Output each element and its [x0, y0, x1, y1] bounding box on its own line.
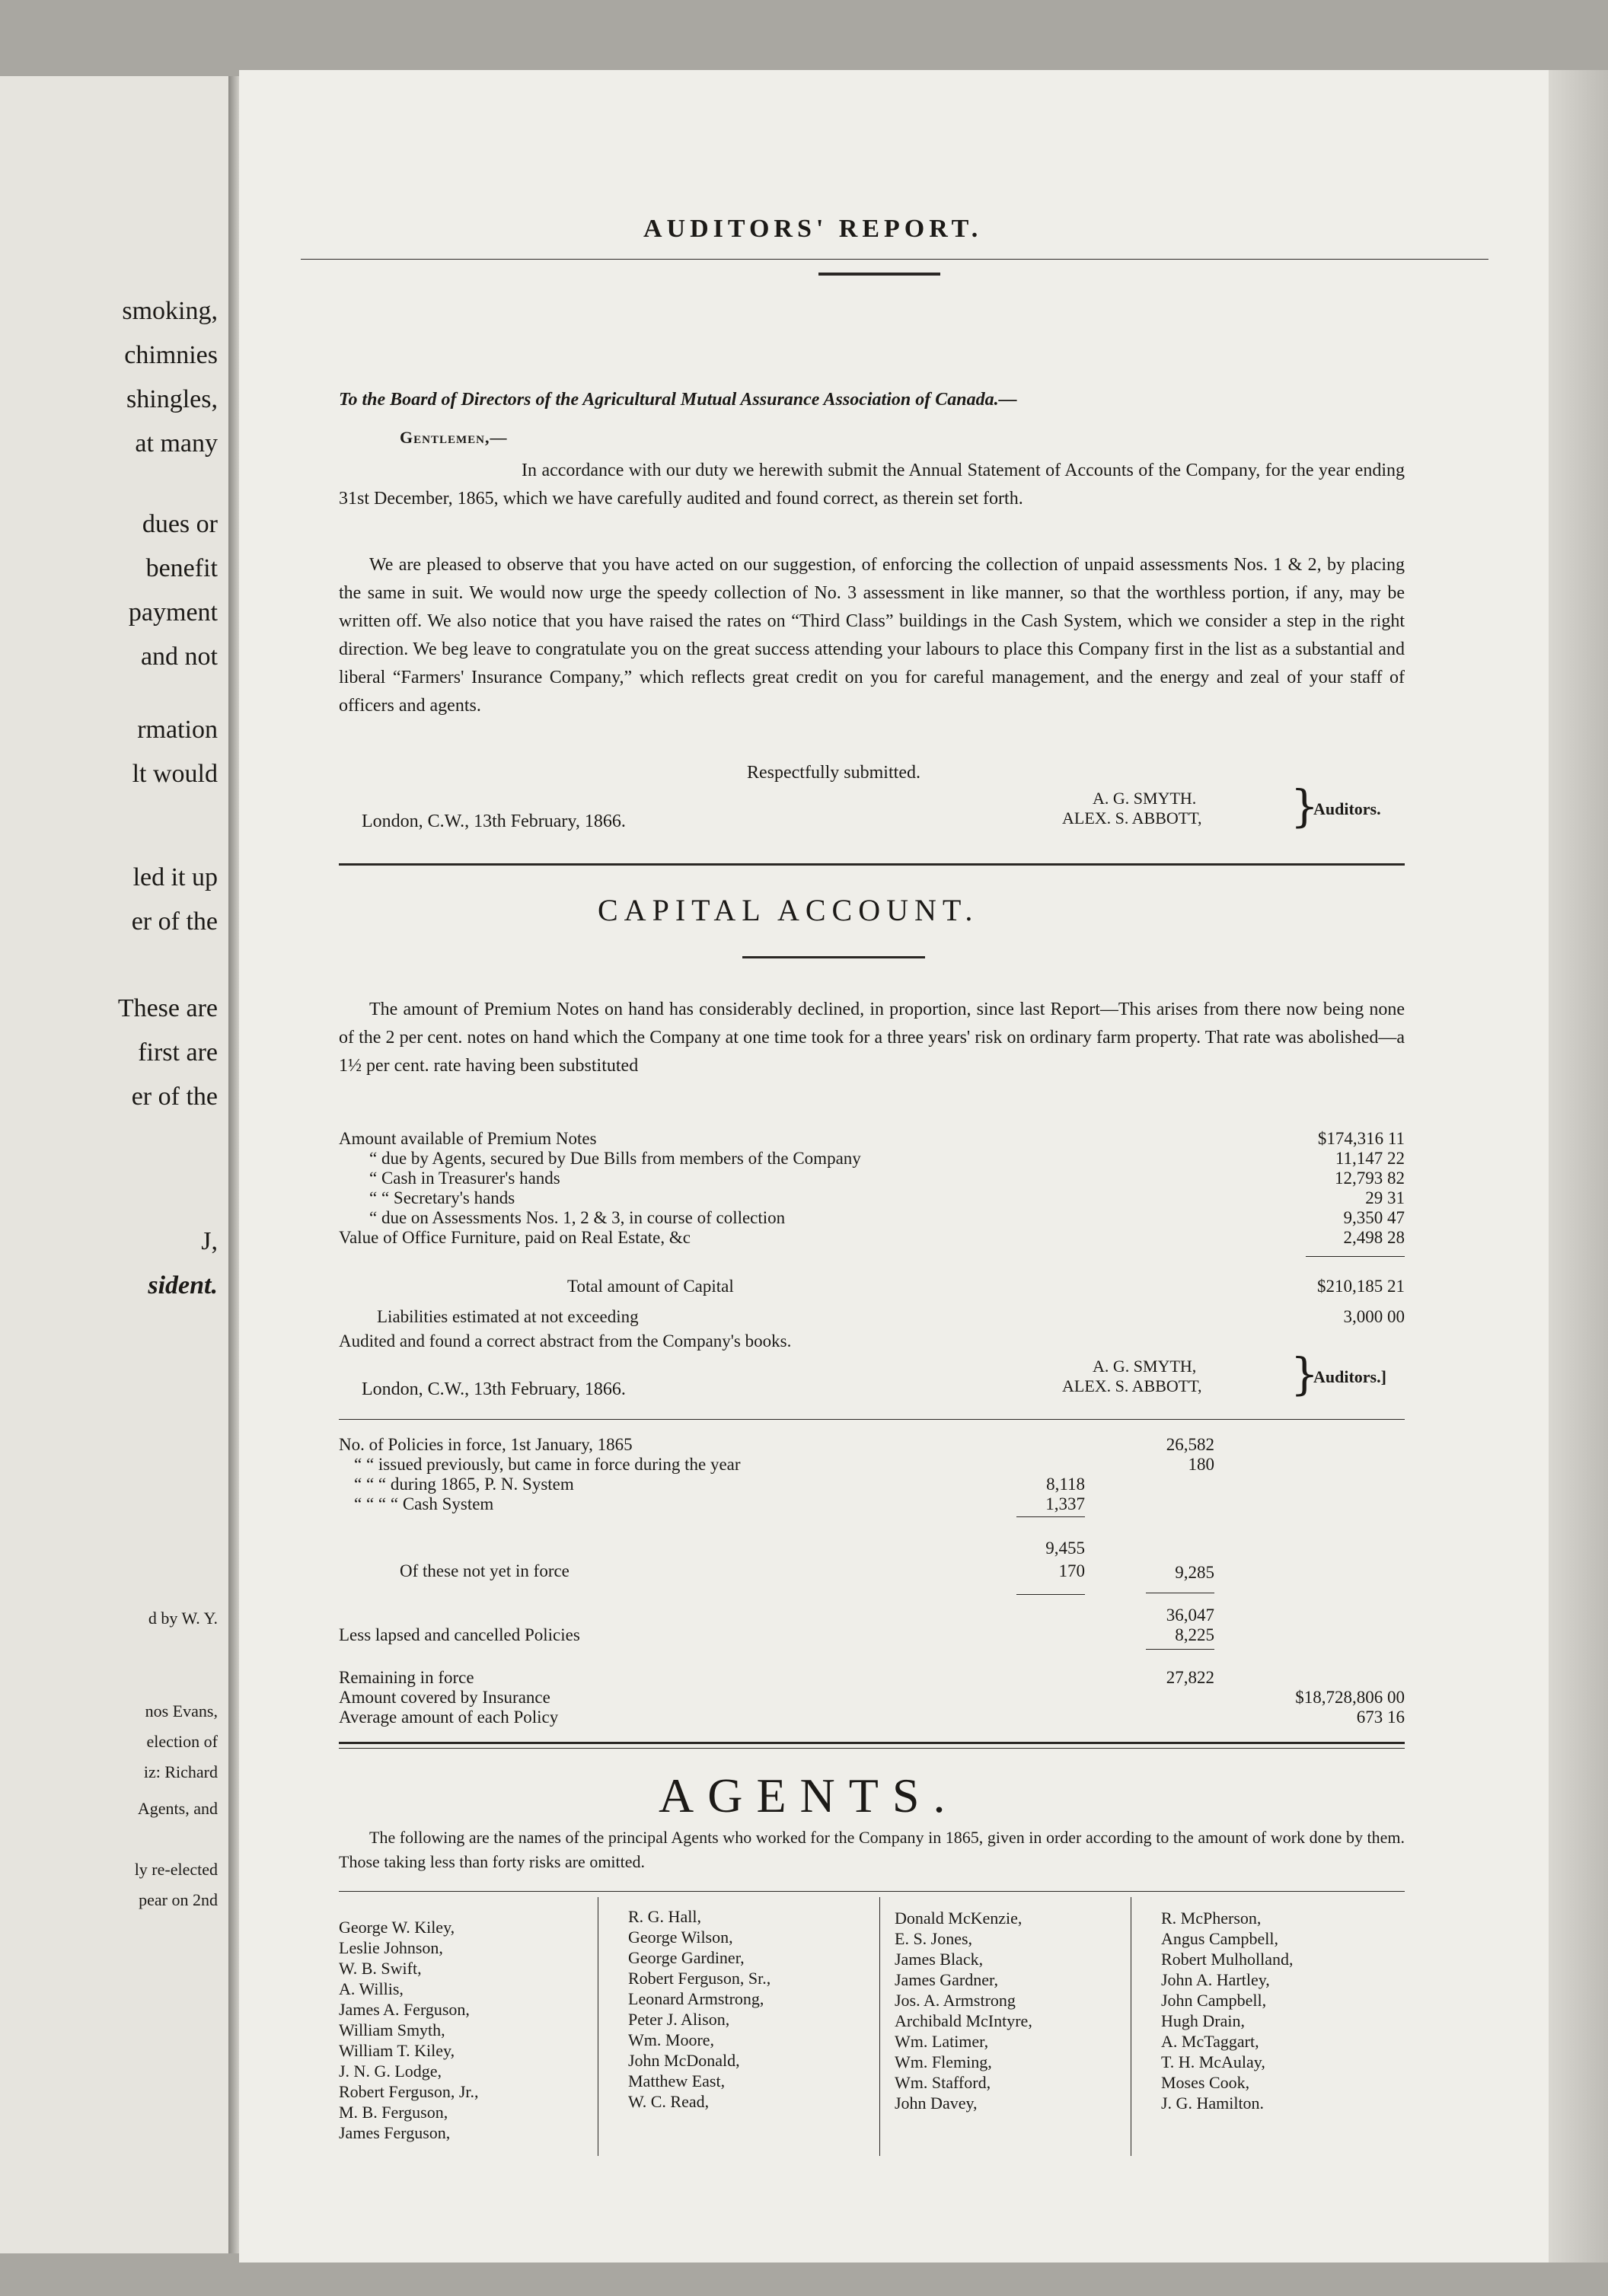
- agent-name: J. N. G. Lodge,: [339, 2062, 442, 2081]
- left-page: [0, 76, 228, 2253]
- agent-name: W. C. Read,: [628, 2092, 710, 2111]
- section-divider: [339, 1419, 1405, 1420]
- margin-line: chimnies: [124, 341, 218, 369]
- capital-total-label: Total amount of Capital: [567, 1277, 734, 1296]
- margin-line: led it up: [132, 863, 218, 891]
- covered-value: $18,728,806 00: [1295, 1688, 1405, 1707]
- policy-row-sub: 8,118: [1046, 1475, 1085, 1494]
- not-in-force-sub: 170: [1058, 1561, 1085, 1580]
- capital-item-value: 29 31: [1365, 1188, 1405, 1207]
- margin-line: er of the: [131, 907, 218, 936]
- margin-small-line: iz: Richard: [143, 1762, 218, 1781]
- margin-line: shingles,: [126, 385, 218, 413]
- report-salutation: Gentlemen,—: [400, 428, 508, 447]
- sum-rule: [1146, 1649, 1214, 1650]
- agent-name: J. G. Hamilton.: [1161, 2094, 1265, 2113]
- agents-top-rule: [339, 1891, 1405, 1892]
- policy-row-total: 26,582: [1166, 1435, 1214, 1454]
- capital-item-value: $174,316 11: [1317, 1129, 1405, 1148]
- agent-name: John McDonald,: [628, 2051, 740, 2070]
- agents-column-4: [1161, 1908, 1294, 2113]
- capital-item-value: 9,350 47: [1343, 1208, 1405, 1227]
- auditors-report-title: AUDITORS' REPORT.: [643, 215, 983, 243]
- agent-name: M. B. Ferguson,: [339, 2103, 448, 2122]
- agent-name: Wm. Latimer,: [895, 2032, 989, 2051]
- capital-item-label: “ due by Agents, secured by Due Bills from members of the Company: [369, 1149, 861, 1168]
- margin-line: er of the: [131, 1083, 218, 1111]
- agent-name: R. G. Hall,: [628, 1907, 701, 1926]
- report-address: To the Board of Directors of the Agricultural Mutual Assurance Association of Canada.—: [339, 390, 1017, 410]
- agent-name: James Black,: [895, 1950, 984, 1969]
- agent-name: John Davey,: [895, 2094, 978, 2113]
- report-paragraph-2: We are pleased to observe that you have acted on our suggestion, of enforcing the collection of unpaid assessments Nos. 1 & 2, by placing the same in suit. We would now urge the speedy collection of No. 3 assessment in like manner, so that the worthless portion, if any, may be written off. We also notice that you have raised the rates on “Third Class” buildings in the Cash System, which we consider a step in the right direction. We beg leave to congratulate you on the great success attending your labours to place this Company first in the list as a substantial and liberal “Farmers' Insurance Company,” which reflects great credit on you for careful management, and the energy and zeal of your staff of officers and agents.: [339, 555, 1405, 716]
- policy-subtotal: 9,455: [1045, 1539, 1085, 1558]
- remaining-label: Remaining in force: [339, 1668, 474, 1687]
- margin-line: at many: [135, 429, 218, 458]
- agent-name: A. Willis,: [339, 1979, 404, 1998]
- agent-name: Robert Ferguson, Sr.,: [628, 1969, 771, 1988]
- liabilities-value: 3,000 00: [1343, 1307, 1405, 1326]
- agent-name: John A. Hartley,: [1161, 1970, 1270, 1989]
- ornament-rule: [742, 956, 925, 958]
- agent-name: George W. Kiley,: [339, 1918, 455, 1937]
- report-place-date: London, C.W., 13th February, 1866.: [362, 812, 626, 831]
- agents-column-1: [339, 1917, 479, 2143]
- remaining-value: 27,822: [1166, 1668, 1214, 1687]
- capital-intro: The amount of Premium Notes on hand has considerably declined, in proportion, since last Report—This arises from there now being none of the 2 per cent. notes on hand which the Company at one time took for a three years' risk on ordinary farm property. That rate was abolished—a 1½ per cent. rate having been substituted: [339, 1000, 1405, 1076]
- covered-label: Amount covered by Insurance: [339, 1688, 550, 1707]
- agent-name: Leslie Johnson,: [339, 1938, 443, 1957]
- agent-name: Wm. Moore,: [628, 2030, 715, 2049]
- margin-small-line: election of: [146, 1732, 218, 1751]
- agent-name: Archibald McIntyre,: [895, 2011, 1032, 2030]
- auditor-name-1: A. G. SMYTH.: [1093, 789, 1197, 808]
- agent-name: Hugh Drain,: [1161, 2011, 1245, 2030]
- margin-line: first are: [138, 1038, 218, 1067]
- agent-name: Donald McKenzie,: [895, 1909, 1023, 1928]
- agent-name: Robert Ferguson, Jr.,: [339, 2082, 479, 2101]
- capital-place-date: London, C.W., 13th February, 1866.: [362, 1379, 626, 1399]
- agent-name: Robert Mulholland,: [1161, 1950, 1294, 1969]
- policy-row-label: No. of Policies in force, 1st January, 1865: [339, 1435, 633, 1454]
- report-closing: Respectfully submitted.: [747, 763, 920, 783]
- not-in-force-total: 9,285: [1175, 1563, 1214, 1582]
- margin-line: rmation: [137, 716, 218, 744]
- column-divider: [879, 1897, 880, 2156]
- sum-rule: [1016, 1516, 1085, 1517]
- agent-name: William Smyth,: [339, 2020, 445, 2039]
- auditor-name-1: A. G. SMYTH,: [1093, 1357, 1197, 1376]
- agent-name: William T. Kiley,: [339, 2041, 455, 2060]
- top-rule: [301, 259, 1488, 260]
- policy-row-label: “ “ issued previously, but came in force during the year: [354, 1455, 741, 1474]
- agents-column-3: [895, 1908, 1032, 2113]
- agent-name: Peter J. Alison,: [628, 2010, 730, 2029]
- agent-name: E. S. Jones,: [895, 1929, 973, 1948]
- agent-name: W. B. Swift,: [339, 1959, 422, 1978]
- sum-rule: [1016, 1594, 1085, 1595]
- agents-title: AGENTS.: [659, 1768, 959, 1822]
- agent-name: A. McTaggart,: [1161, 2032, 1259, 2051]
- agent-name: Wm. Stafford,: [895, 2073, 991, 2092]
- agent-name: James A. Ferguson,: [339, 2000, 470, 2019]
- capital-item-value: 2,498 28: [1343, 1228, 1405, 1247]
- margin-line: lt would: [132, 760, 218, 788]
- capital-item-label: Amount available of Premium Notes: [339, 1129, 597, 1148]
- capital-item-label: Value of Office Furniture, paid on Real Estate, &c: [339, 1228, 691, 1247]
- margin-line: payment: [128, 598, 218, 627]
- margin-small-line: Agents, and: [137, 1799, 218, 1818]
- liabilities-label: Liabilities estimated at not exceeding: [377, 1307, 639, 1326]
- capital-item-value: 11,147 22: [1335, 1149, 1405, 1168]
- agents-column-2: [628, 1906, 770, 2112]
- agents-intro: The following are the names of the principal Agents who worked for the Company in 1865, given in order according to the amount of work done by them. Those taking less than forty risks are omitted.: [339, 1828, 1405, 1871]
- average-value: 673 16: [1356, 1708, 1405, 1727]
- margin-small-line: pear on 2nd: [139, 1890, 218, 1909]
- auditors-label: Auditors.: [1313, 799, 1381, 818]
- margin-line: sident.: [148, 1271, 218, 1299]
- policy-row-total: 180: [1188, 1455, 1214, 1474]
- auditors-brace: }: [1291, 780, 1319, 832]
- ornament-rule: [818, 273, 940, 276]
- lapsed-value: 8,225: [1175, 1625, 1214, 1644]
- capital-item-label: “ “ Secretary's hands: [369, 1188, 515, 1207]
- audit-line: Audited and found a correct abstract from the Company's books.: [339, 1331, 792, 1350]
- auditor-name-2: ALEX. S. ABBOTT,: [1062, 808, 1202, 828]
- capital-item-label: “ Cash in Treasurer's hands: [369, 1169, 560, 1188]
- section-divider: [339, 1748, 1405, 1749]
- agent-name: Matthew East,: [628, 2071, 726, 2090]
- average-label: Average amount of each Policy: [339, 1708, 559, 1727]
- agent-name: R. McPherson,: [1161, 1909, 1262, 1928]
- capital-item-value: 12,793 82: [1335, 1169, 1405, 1188]
- margin-line: dues or: [142, 510, 218, 538]
- margin-small-line: ly re-elected: [134, 1860, 218, 1879]
- margin-small-line: nos Evans,: [145, 1701, 218, 1720]
- sum-rule: [1306, 1256, 1405, 1257]
- agent-name: T. H. McAulay,: [1161, 2052, 1265, 2071]
- book-gutter: [228, 76, 239, 2253]
- page-edge: [1549, 70, 1608, 2263]
- agent-name: John Campbell,: [1161, 1991, 1267, 2010]
- margin-small-line: d by W. Y.: [148, 1609, 218, 1628]
- margin-line: J,: [201, 1227, 218, 1255]
- right-page: [239, 70, 1549, 2263]
- agent-name: Jos. A. Armstrong: [895, 1991, 1016, 2010]
- report-paragraph-1: In accordance with our duty we herewith submit the Annual Statement of Accounts of the Company, for the year ending 31st December, 1865, which we have carefully audited and found correct, as therein set forth.: [339, 461, 1405, 509]
- agent-name: James Ferguson,: [339, 2123, 451, 2142]
- margin-line: These are: [117, 994, 218, 1022]
- auditors-brace: }: [1291, 1348, 1319, 1400]
- agent-name: Moses Cook,: [1161, 2073, 1250, 2092]
- not-in-force-label: Of these not yet in force: [400, 1561, 570, 1580]
- section-divider: [339, 1742, 1405, 1744]
- policy-row-label: “ “ “ during 1865, P. N. System: [354, 1475, 574, 1494]
- capital-item-label: “ due on Assessments Nos. 1, 2 & 3, in course of collection: [369, 1208, 786, 1227]
- agent-name: Angus Campbell,: [1161, 1929, 1278, 1948]
- capital-total-value: $210,185 21: [1317, 1277, 1405, 1296]
- agent-name: Wm. Fleming,: [895, 2052, 992, 2071]
- policy-row-sub: 1,337: [1045, 1494, 1085, 1513]
- section-divider: [339, 863, 1405, 866]
- policy-row-label: “ “ “ “ Cash System: [354, 1494, 494, 1513]
- auditors-label: Auditors.]: [1313, 1367, 1386, 1386]
- auditor-name-2: ALEX. S. ABBOTT,: [1062, 1376, 1202, 1395]
- agent-name: George Gardiner,: [628, 1948, 745, 1967]
- agent-name: Leonard Armstrong,: [628, 1989, 764, 2008]
- margin-line: smoking,: [122, 297, 218, 325]
- margin-line: and not: [140, 643, 218, 671]
- agent-name: James Gardner,: [895, 1970, 998, 1989]
- capital-account-title: CAPITAL ACCOUNT.: [598, 893, 979, 927]
- agent-name: George Wilson,: [628, 1928, 733, 1947]
- policy-sum: 36,047: [1166, 1606, 1214, 1625]
- margin-line: benefit: [145, 554, 218, 582]
- lapsed-label: Less lapsed and cancelled Policies: [339, 1625, 580, 1644]
